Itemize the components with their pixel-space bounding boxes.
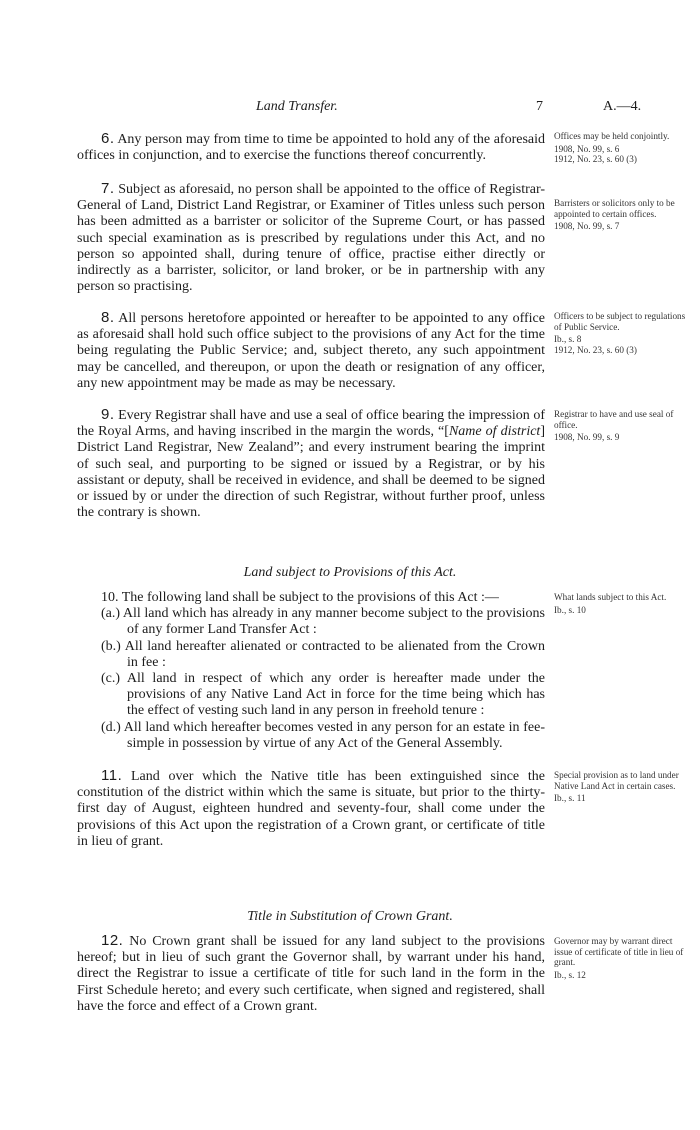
margin-citation: Ib., s. 11 [554, 793, 586, 804]
item-text: All land in respect of which any order is hereafter made under the provisions of any Native Land Act in force for the time being which has the effect of vesting such land in any person in freehold tenure : [126, 671, 545, 719]
section-text: Every Registrar shall have and use a seal of office bearing the impression of the Royal Arms, and having inscribed in the margin the words, “[ [77, 408, 545, 440]
item-label: (c.) [101, 671, 121, 687]
section-number: 7. [101, 180, 115, 197]
margin-note-6 [554, 131, 689, 165]
section-number: 6. [101, 130, 115, 147]
section-text: Subject as aforesaid, no person shall be appointed to the office of Registrar-General of Land, District Land Registrar, or Examiner of Titles unless such person has been admitted as a barrister or solicitor of the Supreme Court, or has passed such special examination as is prescribed by regulations under this Act, and no person so appointed shall, during tenure of office, practise either directly or indirectly as a barrister, solicitor, or land broker, or be in partnership with any person so practising. [77, 182, 546, 295]
margin-note-8 [554, 311, 689, 355]
section-number: 8. [101, 309, 115, 326]
margin-citation: 1908, No. 99, s. 6 1912, No. 23, s. 60 (3) [554, 143, 637, 165]
margin-citation: Ib., s. 12 [554, 969, 586, 980]
section-text: No Crown grant shall be issued for any land subject to the provisions hereof; but in lieu of such grant the Governor shall, by warrant under his hand, direct the Registrar to issue a certificate of title for such land in the form in the First Schedule hereto; and every such certificate, when signed and registered, shall have the force and effect of a Crown grant. [77, 934, 545, 1014]
section-8 [77, 310, 545, 392]
margin-note-text: Barristers or solicitors only to be appointed to certain offices. [554, 198, 675, 219]
list-item [77, 606, 545, 638]
list-item [77, 720, 545, 752]
item-label: (b.) [101, 638, 121, 654]
margin-citation: Ib., s. 8 1912, No. 23, s. 60 (3) [554, 334, 637, 355]
section-number: 11. [101, 767, 123, 784]
section-text: Any person may from time to time be appointed to hold any of the aforesaid offices in conjunction, and to exercise the functions thereof concurrently. [77, 132, 546, 164]
section-heading: Land subject to Provisions of this Act. [243, 565, 457, 580]
item-text: All land which has already in any manner become subject to the provisions of any former Land Transfer Act : [122, 606, 545, 638]
list-item [77, 671, 545, 720]
margin-note-text: Offices may be held conjointly. [554, 131, 670, 141]
item-label: (a.) [101, 606, 121, 622]
margin-note-text: What lands subject to this Act. [554, 592, 667, 602]
section-12 [77, 933, 545, 1015]
document-reference: A.—4. [603, 99, 642, 114]
section-number: 9. [101, 406, 115, 423]
page-header [0, 99, 700, 119]
section-11 [77, 768, 545, 850]
margin-citation: 1908, No. 99, s. 9 [554, 432, 620, 443]
margin-note-text: Registrar to have and use seal of office. [554, 409, 674, 430]
list-item [77, 639, 545, 671]
section-text: ] District Land Registrar, New Zealand”; and every instrument bearing the imprint of such seal, and purporting to be signed or issued by a Registrar, or by his assistant or deputy, shall be received in evidence, and shall be deemed to be signed or issued by or under the direction of such Registrar, without further proof, unless the contrary is shown. [77, 424, 545, 521]
margin-citation: Ib., s. 10 [554, 604, 586, 615]
section-6 [77, 131, 545, 164]
margin-note-7 [554, 198, 689, 232]
item-text: All land hereafter alienated or contracted to be alienated from the Crown in fee : [124, 638, 545, 670]
margin-note-text: Governor may by warrant direct issue of certificate of title in lieu of grant. [554, 936, 684, 968]
section-number: 12. [101, 932, 124, 949]
page-number: 7 [536, 99, 543, 114]
section-text-italic: Name of district [448, 424, 541, 440]
section-9 [77, 407, 545, 521]
margin-note-11 [554, 770, 689, 804]
margin-note-12 [554, 936, 689, 980]
section-text: All persons heretofore appointed or hereafter to be appointed to any office as aforesaid shall hold such office subject to the provisions of any Act for the time being regulating the Public Service; and, subject thereto, any such appointment may be cancelled, and thereupon, or upon the death or resignation of any officer, any new appointment may be made as may be necessary. [77, 311, 545, 391]
section-text: The following land shall be subject to the provisions of this Act :— [121, 590, 499, 605]
item-label: (d.) [101, 719, 121, 735]
running-title: Land Transfer. [256, 99, 338, 114]
margin-note-9 [554, 409, 689, 443]
item-text: All land which hereafter becomes vested in any person for an estate in fee-simple in possession by virtue of any Act of the General Assembly. [123, 719, 545, 751]
section-number: 10. [101, 590, 119, 605]
margin-note-text: Special provision as to land under Native Land Act in certain cases. [554, 770, 679, 791]
margin-note-10 [554, 592, 689, 615]
section-heading: Title in Substitution of Crown Grant. [247, 909, 453, 924]
section-text: Land over which the Native title has been extinguished since the constitution of the district within which the same is situate, but prior to the thirty-first day of August, eighteen hundred and seventy-four, shall come under the provisions of this Act upon the registration of a Crown grant, or certificate of title in lieu of grant. [77, 769, 545, 849]
margin-note-text: Officers to be subject to regulations of Public Service. [554, 311, 686, 332]
section-7 [77, 181, 545, 295]
section-10 [77, 590, 545, 752]
margin-citation: 1908, No. 99, s. 7 [554, 221, 620, 232]
